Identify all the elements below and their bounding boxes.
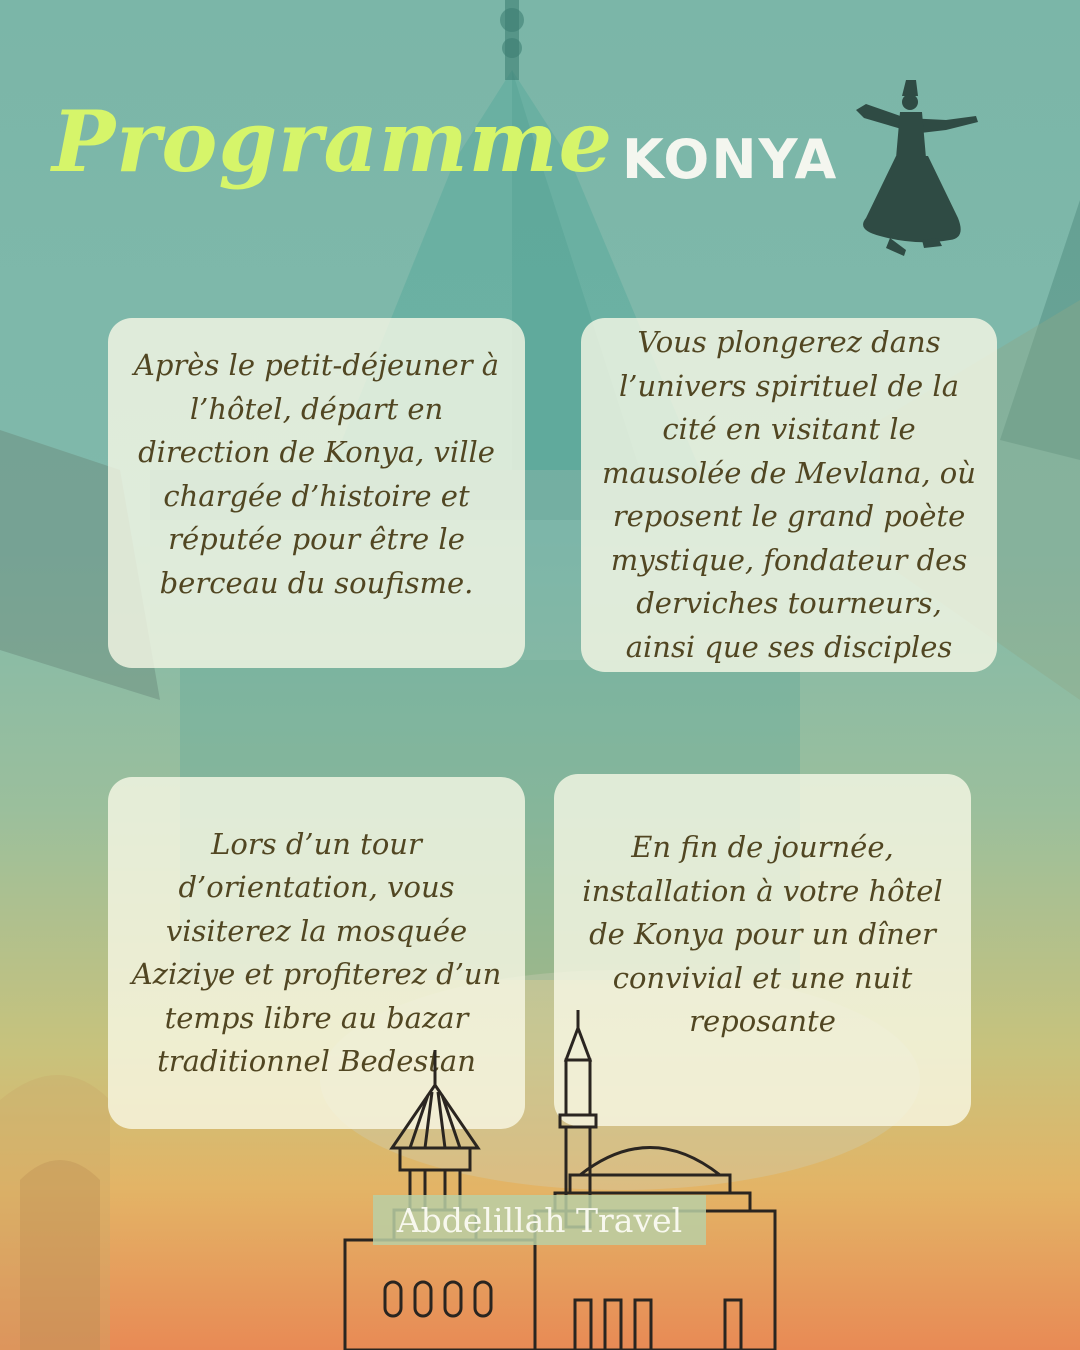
title-konya: KONYA [622,128,839,191]
whirling-dervish-icon [846,78,986,268]
title-programme: Programme [52,92,614,191]
mosque-icon [330,1000,790,1350]
program-card-mausoleum [581,318,997,672]
program-card-text: En fin de journée, installation à votre hôtel de Konya pour un dîner convivial et une nuit reposante [582,830,943,1038]
brand-label: Abdelillah Travel [373,1195,706,1245]
program-card-text: Lors d’un tour d’orientation, vous visiterez la mosquée Aziziye et profiterez d’un temps libre au bazar traditionnel Bedestan [131,826,502,1078]
program-card-departure [108,318,525,668]
program-card-text: Vous plongerez dans l’univers spirituel de la cité en visitant le mausolée de Mevlana, où reposent le grand poète mystique, fondateur des derviches tourneurs, ainsi que ses disciples [602,325,976,664]
program-card-text: Après le petit-déjeuner à l’hôtel, départ en direction de Konya, ville chargée d’histoire et réputée pour être le berceau du soufisme. [133,348,500,600]
